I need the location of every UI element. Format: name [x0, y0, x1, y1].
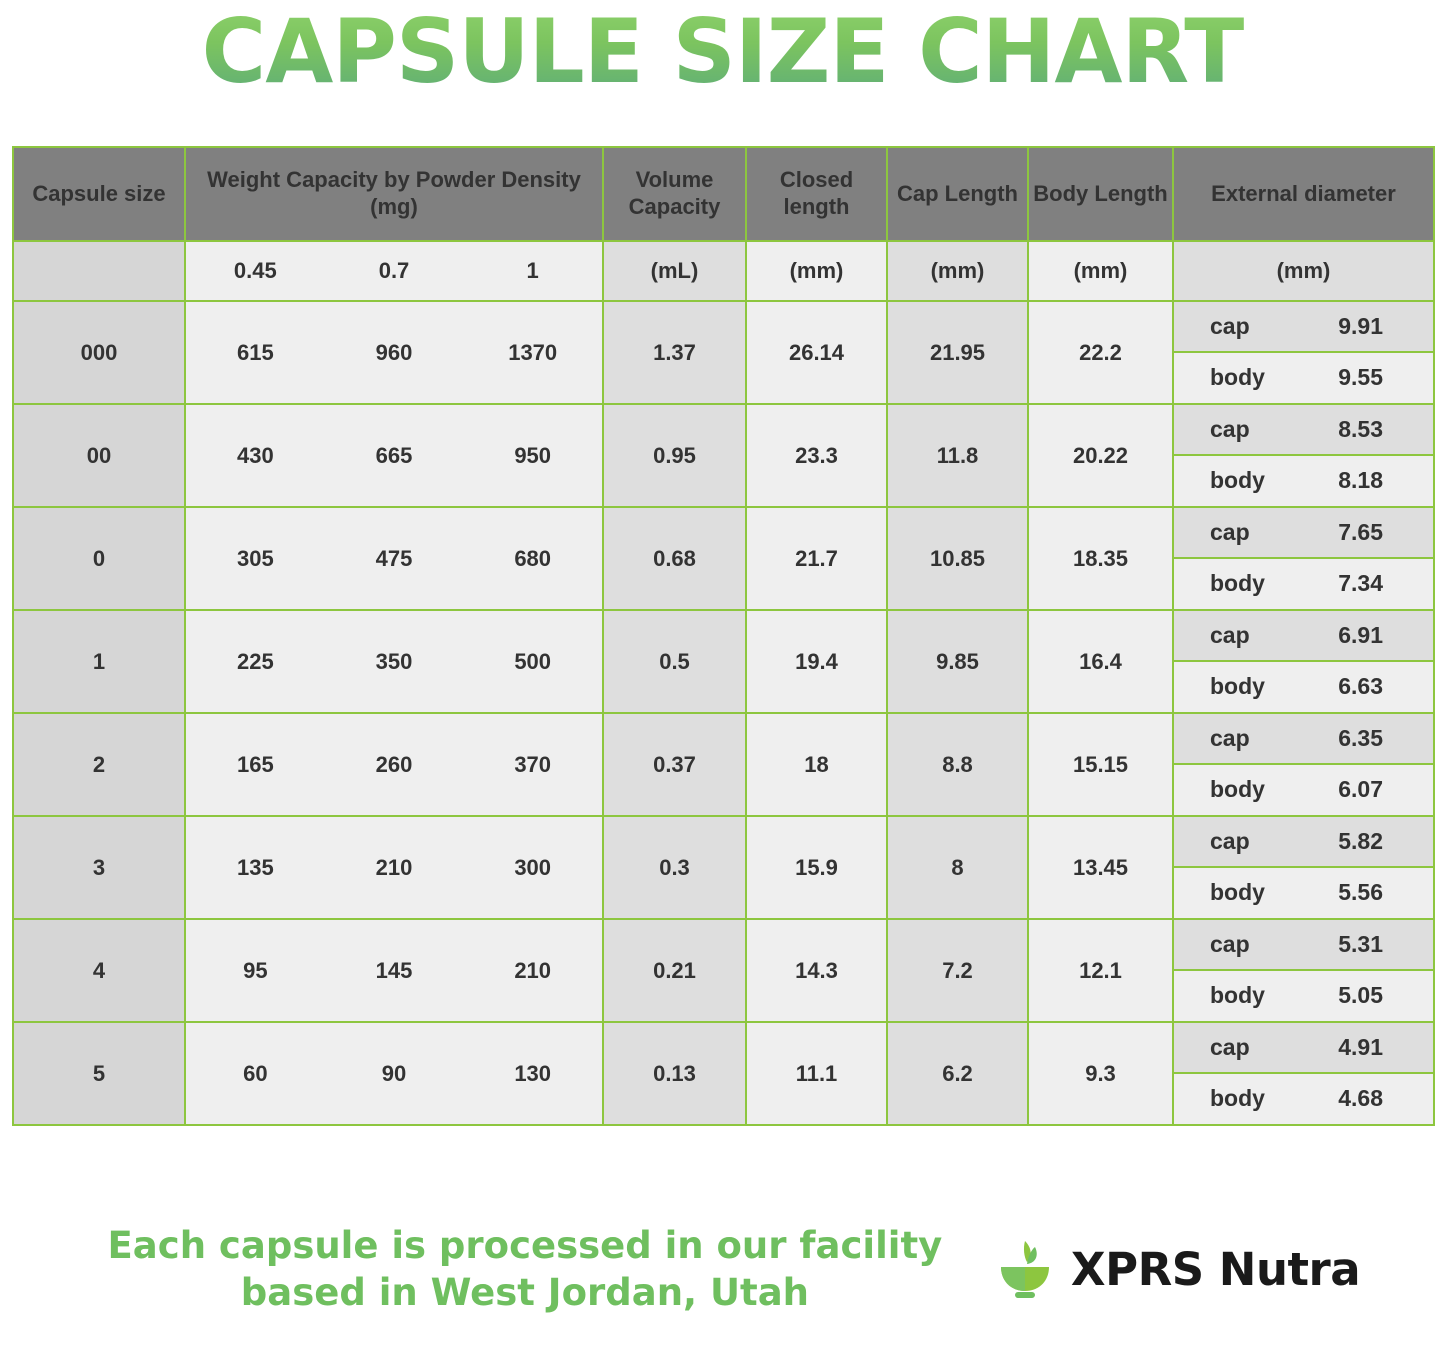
ext-cap-row [1174, 920, 1433, 971]
cell-body-length: 15.15 [1028, 713, 1173, 816]
cell-volume: 0.3 [603, 816, 746, 919]
cell-w045: 165 [236, 751, 274, 777]
brand-logo [991, 1235, 1360, 1303]
cell-external-diameter [1173, 610, 1434, 713]
ext-cap-value: 7.65 [1338, 518, 1383, 545]
ext-cap-label: cap [1210, 518, 1250, 545]
unit-closed-length: (mm) [746, 241, 887, 301]
ext-body-row [1174, 456, 1433, 507]
ext-cap-label: cap [1210, 415, 1250, 442]
cell-cap-length: 8.8 [887, 713, 1028, 816]
table-row [13, 610, 1434, 713]
cell-cap-length: 10.85 [887, 507, 1028, 610]
ext-cap-row [1174, 302, 1433, 353]
cell-external-diameter [1173, 919, 1434, 1022]
cell-capsule-size: 00 [13, 404, 185, 507]
cell-w045: 135 [236, 854, 274, 880]
ext-body-value: 5.56 [1338, 879, 1383, 906]
ext-body-row [1174, 662, 1433, 713]
ext-body-label: body [1210, 776, 1265, 803]
page-title: CAPSULE SIZE CHART [0, 6, 1445, 98]
cell-capsule-size: 3 [13, 816, 185, 919]
unit-density-1: 1 [526, 258, 539, 283]
header-closed-length: Closed length [746, 147, 887, 241]
cell-w045: 430 [236, 442, 274, 468]
cell-w07: 475 [375, 545, 413, 571]
cell-capsule-size: 0 [13, 507, 185, 610]
ext-cap-row [1174, 508, 1433, 559]
footer [0, 1222, 1445, 1317]
ext-body-label: body [1210, 467, 1265, 494]
cell-closed-length: 21.7 [746, 507, 887, 610]
ext-cap-value: 5.82 [1338, 827, 1383, 854]
cell-cap-length: 7.2 [887, 919, 1028, 1022]
ext-cap-label: cap [1210, 621, 1250, 648]
table-row [13, 507, 1434, 610]
header-body-length: Body Length [1028, 147, 1173, 241]
ext-body-row [1174, 1074, 1433, 1125]
cell-w1: 950 [514, 442, 552, 468]
footer-text: Each capsule is processed in our facility based in West Jordan, Utah [107, 1224, 943, 1315]
cell-closed-length: 15.9 [746, 816, 887, 919]
ext-cap-label: cap [1210, 724, 1250, 751]
table-row [13, 301, 1434, 404]
cell-cap-length: 11.8 [887, 404, 1028, 507]
cell-weight-capacity [185, 610, 603, 713]
cell-external-diameter [1173, 507, 1434, 610]
cell-w07: 90 [381, 1060, 407, 1086]
cell-weight-capacity [185, 1022, 603, 1125]
cell-weight-capacity [185, 816, 603, 919]
ext-body-row [1174, 353, 1433, 404]
ext-cap-value: 5.31 [1338, 930, 1383, 957]
cell-external-diameter [1173, 404, 1434, 507]
cell-w1: 500 [514, 648, 552, 674]
leaf-mortar-icon [991, 1235, 1059, 1303]
cell-external-diameter [1173, 816, 1434, 919]
cell-weight-capacity [185, 713, 603, 816]
cell-closed-length: 19.4 [746, 610, 887, 713]
cell-closed-length: 18 [746, 713, 887, 816]
cell-body-length: 20.22 [1028, 404, 1173, 507]
cell-w045: 615 [236, 339, 274, 365]
unit-volume-capacity: (mL) [603, 241, 746, 301]
ext-cap-row [1174, 714, 1433, 765]
header-capsule-size: Capsule size [13, 147, 185, 241]
ext-cap-label: cap [1210, 312, 1250, 339]
cell-weight-capacity [185, 404, 603, 507]
cell-volume: 0.37 [603, 713, 746, 816]
table-row [13, 1022, 1434, 1125]
chart-table-container [12, 146, 1433, 1126]
cell-capsule-size: 1 [13, 610, 185, 713]
cell-closed-length: 23.3 [746, 404, 887, 507]
cell-volume: 0.68 [603, 507, 746, 610]
cell-external-diameter [1173, 1022, 1434, 1125]
header-volume-capacity: Volume Capacity [603, 147, 746, 241]
ext-body-value: 4.68 [1338, 1085, 1383, 1112]
cell-volume: 0.21 [603, 919, 746, 1022]
title-section [0, 0, 1445, 103]
ext-body-value: 7.34 [1338, 570, 1383, 597]
cell-w045: 60 [243, 1060, 268, 1086]
unit-density-07: 0.7 [378, 258, 410, 283]
cell-body-length: 16.4 [1028, 610, 1173, 713]
cell-external-diameter [1173, 713, 1434, 816]
cell-w1: 370 [514, 751, 552, 777]
cell-body-length: 22.2 [1028, 301, 1173, 404]
unit-cap-length: (mm) [887, 241, 1028, 301]
ext-body-value: 6.63 [1338, 673, 1383, 700]
ext-cap-row [1174, 817, 1433, 868]
cell-closed-length: 14.3 [746, 919, 887, 1022]
ext-body-row [1174, 765, 1433, 816]
header-weight-capacity: Weight Capacity by Powder Density (mg) [185, 147, 603, 241]
ext-body-label: body [1210, 879, 1265, 906]
header-external-diameter: External diameter [1173, 147, 1434, 241]
cell-w07: 350 [375, 648, 413, 674]
cell-w1: 680 [514, 545, 552, 571]
cell-cap-length: 6.2 [887, 1022, 1028, 1125]
cell-w1: 1370 [508, 339, 558, 365]
ext-cap-value: 6.35 [1338, 724, 1383, 751]
cell-w1: 300 [514, 854, 552, 880]
cell-cap-length: 8 [887, 816, 1028, 919]
cell-weight-capacity [185, 301, 603, 404]
ext-body-value: 9.55 [1338, 364, 1383, 391]
cell-w07: 960 [375, 339, 413, 365]
capsule-size-table [12, 146, 1435, 1126]
cell-capsule-size: 5 [13, 1022, 185, 1125]
cell-volume: 0.5 [603, 610, 746, 713]
ext-body-label: body [1210, 364, 1265, 391]
ext-body-label: body [1210, 1085, 1265, 1112]
cell-body-length: 12.1 [1028, 919, 1173, 1022]
cell-capsule-size: 4 [13, 919, 185, 1022]
ext-body-row [1174, 868, 1433, 919]
ext-cap-label: cap [1210, 930, 1250, 957]
cell-weight-capacity [185, 919, 603, 1022]
ext-cap-label: cap [1210, 827, 1250, 854]
unit-body-length: (mm) [1028, 241, 1173, 301]
ext-body-label: body [1210, 673, 1265, 700]
ext-body-label: body [1210, 982, 1265, 1009]
ext-body-value: 5.05 [1338, 982, 1383, 1009]
cell-body-length: 13.45 [1028, 816, 1173, 919]
cell-volume: 1.37 [603, 301, 746, 404]
cell-w045: 305 [236, 545, 274, 571]
table-units-row [13, 241, 1434, 301]
cell-body-length: 9.3 [1028, 1022, 1173, 1125]
cell-body-length: 18.35 [1028, 507, 1173, 610]
cell-cap-length: 21.95 [887, 301, 1028, 404]
unit-weight-densities [185, 241, 603, 301]
ext-cap-value: 9.91 [1338, 312, 1383, 339]
cell-w07: 665 [375, 442, 413, 468]
cell-w045: 95 [243, 957, 268, 983]
cell-capsule-size: 000 [13, 301, 185, 404]
cell-w07: 145 [375, 957, 413, 983]
unit-external-diameter: (mm) [1173, 241, 1434, 301]
cell-volume: 0.95 [603, 404, 746, 507]
ext-cap-value: 8.53 [1338, 415, 1383, 442]
cell-closed-length: 11.1 [746, 1022, 887, 1125]
cell-w07: 210 [375, 854, 413, 880]
ext-cap-label: cap [1210, 1033, 1250, 1060]
cell-closed-length: 26.14 [746, 301, 887, 404]
cell-external-diameter [1173, 301, 1434, 404]
table-row [13, 816, 1434, 919]
cell-w045: 225 [236, 648, 274, 674]
ext-cap-row [1174, 405, 1433, 456]
cell-capsule-size: 2 [13, 713, 185, 816]
cell-w07: 260 [375, 751, 413, 777]
ext-body-row [1174, 559, 1433, 610]
cell-w1: 210 [514, 957, 552, 983]
ext-body-value: 8.18 [1338, 467, 1383, 494]
unit-density-045: 0.45 [233, 258, 277, 283]
header-cap-length: Cap Length [887, 147, 1028, 241]
ext-cap-value: 6.91 [1338, 621, 1383, 648]
cell-cap-length: 9.85 [887, 610, 1028, 713]
ext-cap-row [1174, 611, 1433, 662]
table-row [13, 713, 1434, 816]
table-row [13, 919, 1434, 1022]
ext-cap-row [1174, 1023, 1433, 1074]
cell-weight-capacity [185, 507, 603, 610]
brand-name: XPRS Nutra [1070, 1242, 1361, 1296]
table-row [13, 404, 1434, 507]
table-header-row [13, 147, 1434, 241]
ext-cap-value: 4.91 [1338, 1033, 1383, 1060]
cell-w1: 130 [514, 1060, 552, 1086]
ext-body-label: body [1210, 570, 1265, 597]
cell-volume: 0.13 [603, 1022, 746, 1125]
ext-body-value: 6.07 [1338, 776, 1383, 803]
unit-capsule-size [13, 241, 185, 301]
ext-body-row [1174, 971, 1433, 1022]
